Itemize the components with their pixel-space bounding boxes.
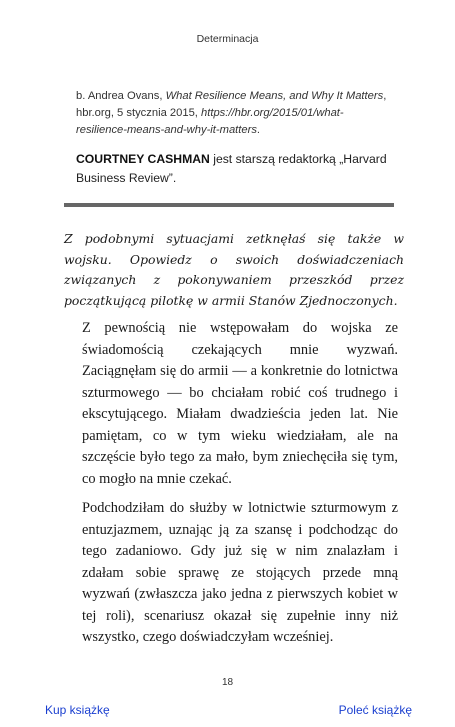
author-note [76,150,388,188]
author-name: COURTNEY CASHMAN [76,152,210,166]
footnote-url: https://hbr.org/2015/01/what-resilience-means-and-why-it-matters [76,107,344,136]
page-number: 18 [221,677,234,688]
answer-paragraph-1: Z pewnością nie wstępowałam do wojska ze świadomością czekających mnie wyzwań. Zaciągnęłam się do armii — a konkretnie do lotnictwa szturmowego — bo chciałam robić coś trudnego i ekscytującego. Miałam dwadzieścia jeden lat. Nie pamiętam, co w tym wieku wiedziałam, ale na szczęście było tego za mało, bym zniechęciła się tym, co mogło na mnie czekać. [82,320,398,487]
footnote-article-title: What Resilience Means, and Why It Matters [165,90,384,102]
interview-question: Z podobnymi sytuacjami zetknęłaś się także w wojsku. Opowiedz o swoich doświadczeniach związanych z pokonywaniem przeszkód przez początkującą pilotkę w armii Stanów Zjednoczonych. [64,231,404,308]
recommend-book-link[interactable]: Poleć książkę [338,703,412,717]
answer-paragraph-2: Podchodziłam do służby w lotnictwie szturmowym z entuzjazmem, uznając ją za szansę i podchodząc do tego zadaniowo. Gdy już się w nim znalazłam i zdałam sobie sprawę ze stojących przede mną wyzwań (zwłaszcza jako jedna z pierwszych kobiet w tej roli), scenariusz okazał się zupełnie inny niż wszystko, czego doświadczyłam wcześniej. [82,500,398,645]
running-title: Determinacja [196,33,259,45]
section-divider [64,203,394,207]
footnote-suffix: . [256,124,261,136]
footnote [76,88,388,139]
buy-book-link[interactable]: Kup książkę [45,703,110,717]
author-description: jest starszą redaktorką „Harvard Business Review”. [76,152,387,185]
footnote-prefix: b. Andrea Ovans, [76,90,166,102]
footnote-source: , hbr.org, 5 stycznia 2015, [76,90,387,119]
